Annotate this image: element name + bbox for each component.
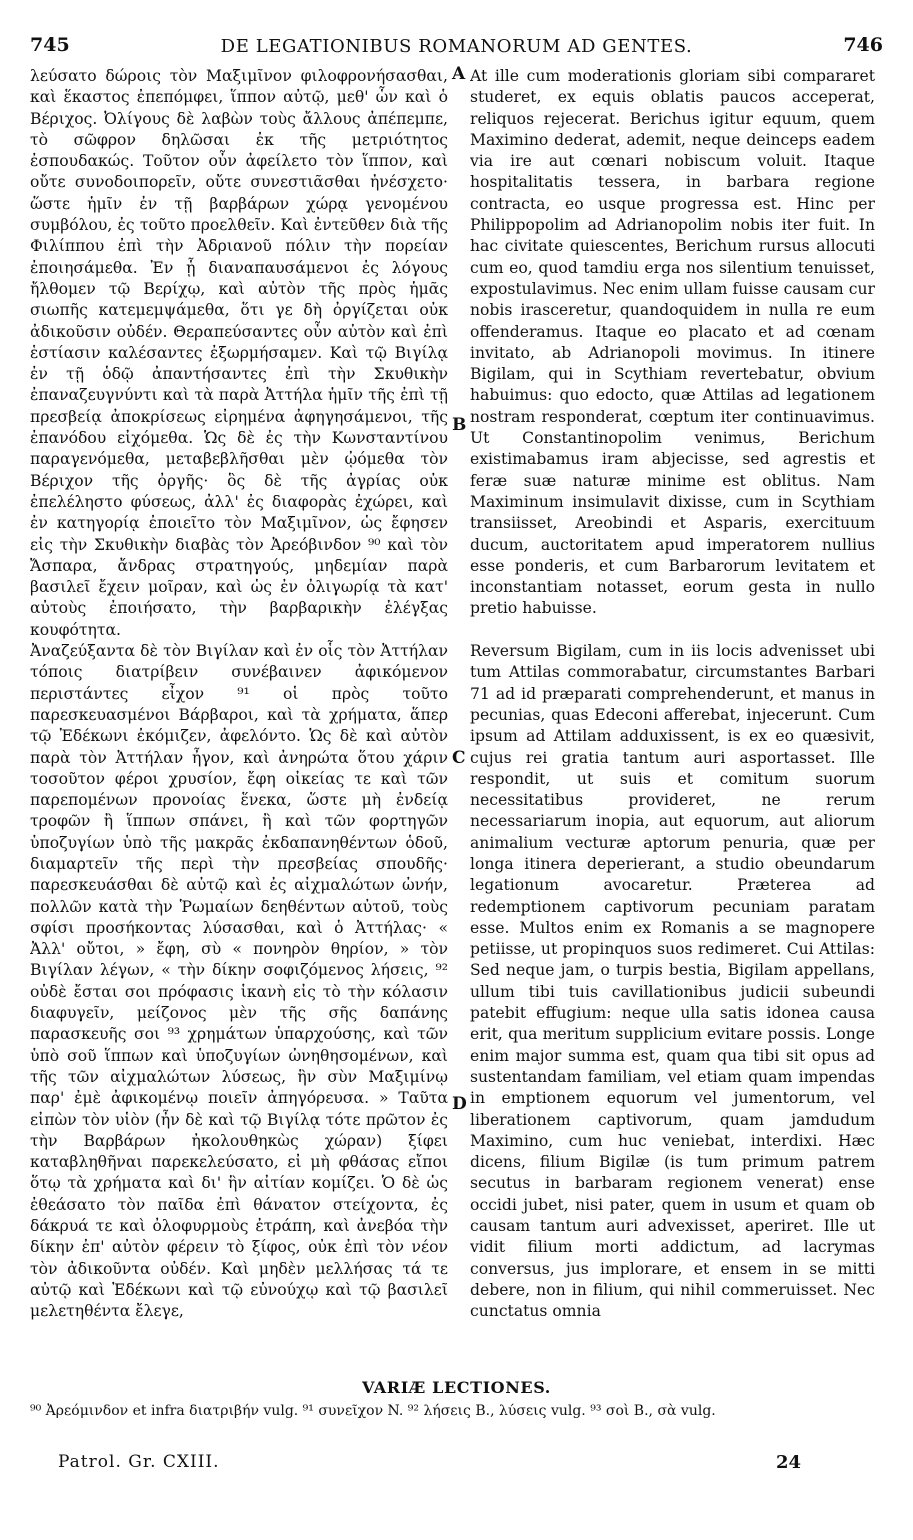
variae-lectiones-notes: ⁹⁰ Ἀρεόμινδον et infra διατριβήν vulg. ⁹¹ συνεῖχον N. ⁹² λήσεις B., λύσεις vulg. ⁹³ σοὶ B., σὰ vulg. (30, 1403, 716, 1419)
page-number-right: 746 (843, 34, 883, 56)
greek-text-column: λεύσατο δώροις τὸν Μαξιμῖνον φιλοφρονήσασθαι, καὶ ἕκαστος ἐπεπόμφει, ἵππον αὐτῷ, μεθ' ὧν καὶ ὁ Βέριχος. Ὀλίγους δὲ λαβὼν τοὺς ἄλλους ἀπέπεμπε, τὸ σῶφρον δηλῶσαι ἐκ τῆς μετριότητος ἐσπουδακώς. Τοῦτον οὖν ἀφείλετο τὸν ἵππον, καὶ οὔτε συνοδοιπορεῖν, οὔτε συνεστιᾶσθαι ἠνέσχετο· ὥστε ἡμῖν ἐν τῇ βαρβάρων χώρᾳ γενομένου συμβόλου, ἐς τοῦτο προελθεῖν. Καὶ ἐντεῦθεν διὰ τῆς Φιλίππου ἐπὶ τὴν Ἀδριανοῦ πόλιν τὴν πορείαν ἐποιησάμεθα. Ἐν ᾗ διαναπαυσάμενοι ἐς λόγους ἤλθομεν τῷ Βερίχῳ, καὶ αὐτὸν τῆς πρὸς ἡμᾶς σιωπῆς κατεμεμψάμεθα, ὅτι γε δὴ ὀργίζεται οὐκ ἀδικοῦσιν οὐδέν. Θεραπεύσαντες οὖν αὐτὸν καὶ ἐπὶ ἑστίασιν καλέσαντες ἐξωρμήσαμεν. Καὶ τῷ Βιγίλᾳ ἐν τῇ ὁδῷ ἀπαντήσαντες ἐπὶ τὴν Σκυθικὴν ἐπαναζευγνύντι καὶ τὰ παρὰ Ἀττήλα ἡμῖν τῆς ἐπὶ τῇ πρεσβείᾳ ἀποκρίσεως εἰρημένα ἀφηγησάμενοι, τῆς ἐπανόδου εἰχόμεθα. Ὡς δὲ ἐς τὴν Κωνσταντίνου παραγενόμεθα, μεταβεβλῆσθαι μὲν ᾠόμεθα τὸν Βέριχον τῆς ὀργῆς· ὃς δὲ τῆς ἀγρίας οὐκ ἐπελέληστο φύσεως, ἀλλ' ἐς διαφορὰς ἐχώρει, καὶ ἐν κατηγορίᾳ ἐποιεῖτο τὸν Μαξιμῖνον, ὡς ἔφησεν εἰς τὴν Σκυθικὴν διαβὰς τὸν Ἀρεόβινδον ⁹⁰ καὶ τὸν Ἄσπαρα, ἄνδρας στρατηγούς, μηδεμίαν παρὰ βασιλεῖ ἔχειν μοῖραν, καὶ ὡς ἐν ὀλιγωρίᾳ τὰ κατ' αὐτοὺς ἐποιήσατο, τὴν βαρβαρικὴν ἐλέγξας κουφότητα. Ἀναζεύξαντα δὲ τὸν Βιγίλαν καὶ ἐν οἷς τὸν Ἀττήλαν τόποις διατρίβειν συνέβαινεν ἀφικόμενον περιστάντες εἶχον ⁹¹ οἱ πρὸς τοῦτο παρεσκευασμένοι Βάρβαροι, καὶ τὰ χρήματα, ἅπερ τῷ Ἐδέκωνι ἐκόμιζεν, ἀφελόντο. Ὡς δὲ καὶ αὐτὸν παρὰ τὸν Ἀττήλαν ἦγον, καὶ ἀνηρώτα ὅτου χάριν τοσοῦτον φέροι χρυσίον, ἔφη οἰκείας τε καὶ τῶν παρεπομένων προνοίας ἕνεκα, ὥστε μὴ ἐνδείᾳ τροφῶν ἢ ἵππων σπάνει, ἢ καὶ τῶν φορτηγῶν ὑποζυγίων ὑπὸ τῆς μακρᾶς ἐκδαπανηθέντων ὁδοῦ, διαμαρτεῖν τῆς περὶ τὴν πρεσβείας σπουδῆς· παρεσκευάσθαι δὲ αὐτῷ καὶ ἐς αἰχμαλώτων ὠνήν, πολλῶν κατὰ τὴν Ῥωμαίων δεηθέντων αὐτοῦ, τοὺς σφίσι προσήκοντας λύσασθαι, καὶ ὁ Ἀττήλας· « Ἀλλ' οὔτοι, » ἔφη, σὺ « πονηρὸν θηρίον, » τὸν Βιγίλαν λέγων, « τὴν δίκην σοφιζόμενος λήσεις, ⁹² οὐδὲ ἔσται σοι πρόφασις ἱκανὴ εἰς τὸ τὴν κόλασιν διαφυγεῖν, μείζονος μὲν τῆς σῆς δαπάνης παρασκευῆς σοι ⁹³ χρημάτων ὑπαρχούσης, καὶ τῶν ὑπὸ σοῦ ἵππων καὶ ὑποζυγίων ὠνηθησομένων, καὶ τῆς τῶν αἰχμαλώτων λύσεως, ἣν σὺν Μαξιμίνῳ παρ' ἐμὲ ἀφικομένῳ ποιεῖν ἀπηγόρευσα. » Ταῦτα εἰπὼν τὸν υἱὸν (ἦν δὲ καὶ τῷ Βιγίλᾳ τότε πρῶτον ἐς τὴν Βαρβάρων ἠκολουθηκὼς χώραν) ξίφει καταβληθῆναι παρεκελεύσατο, εἰ μὴ φθάσας εἴποι ὅτῳ τὰ χρήματα καὶ δι' ἣν αἰτίαν κομίζει. Ὁ δὲ ὡς ἐθεάσατο τὸν παῖδα ἐπὶ θάνατον στείχοντα, ἐς δάκρυά τε καὶ ὀλοφυρμοὺς ἐτράπη, καὶ ἀνεβόα τὴν δίκην ἐπ' αὐτὸν φέρειν τὸ ξίφος, οὐκ ἐπὶ τὸν νέον τὸν ἀδικοῦντα οὐδέν. Καὶ μηδὲν μελλήσας τά τε αὐτῷ καὶ Ἐδέκωνι καὶ τῷ εὐνούχῳ καὶ τῷ βασιλεῖ μελετηθέντα ἔλεγε, (30, 67, 448, 1321)
running-title: DE LEGATIONIBUS ROMANORUM AD GENTES. (220, 36, 693, 57)
page-header (30, 34, 883, 64)
page-footer (58, 1452, 801, 1476)
margin-letter-a: A (452, 64, 466, 84)
signature-mark: 24 (775, 1452, 801, 1473)
margin-letter-d: D (452, 1094, 467, 1114)
latin-text-column: At ille cum moderationis gloriam sibi compararet studeret, ex equis oblatis paucos acceperat, reliquos rejecerat. Berichus igitur equum, quem Maximino dederat, ademit, neque deinceps eadem via ire aut cœnari nobiscum voluit. Itaque hospitalitatis tessera, in barbara regione contracta, eo usque progressa est. Hinc per Philippopolim ad Adrianopolim nobis iter fuit. In hac civitate quiescentes, Berichum rursus allocuti cum eo, quod tamdiu erga nos silentium tenuisset, expostulavimus. Nec enim ullam fuisse causam cur nobis irasceretur, quandoquidem in nulla re eum offenderamus. Itaque eo placato et ad cœnam invitato, ab Adrianopoli movimus. In itinere Bigilam, qui in Scythiam revertebatur, obvium habuimus: quo edocto, quæ Attilas ad legationem nostram responderat, cœptum iter continuavimus. Ut Constantinopolim venimus, Berichum existimabamus iram abjecisse, sed agrestis et feræ suæ naturæ minime est oblitus. Nam Maximinum insimulavit dixisse, cum in Scythiam transiisset, Areobindi et Asparis, exercituum ducum, auctoritatem apud imperatorem nullius esse ponderis, et cum Barbarorum levitatem et inconstantiam notasset, eorum gesta in nullo pretio habuisse. Reversum Bigilam, cum in iis locis advenisset ubi tum Attilas commorabatur, circumstantes Barbari 71 ad id præparati comprehenderunt, et manus in pecunias, quas Edeconi afferebat, injecerunt. Cum ipsum ad Attilam adduxissent, is ex eo quæsivit, cujus rei gratia tantum auri asportasset. Ille respondit, ut suis et comitum suorum necessitatibus provideret, ne rerum necessariarum inopia, aut equorum, aut aliorum animalium vecturæ aptorum penuria, quæ per longa itinera deperierant, a studio obeundarum legationum avocaretur. Præterea ad redemptionem captivorum pecuniam paratam esse. Multos enim ex Romanis a se magnopere petiisse, ut propinquos suos redimeret. Cui Attilas: Sed neque jam, o turpis bestia, Bigilam appellans, ullum tibi tuis cavillationibus judicii subeundi patebit effugium: neque ulla satis idonea causa erit, qua meritum supplicium evitare possis. Longe enim major summa est, quam qua tibi sit opus ad sustentandam familiam, vel etiam quam impendas in emptionem equorum vel jumentorum, vel liberationem captivorum, quam jamdudum Maximino, cum huc veniebat, interdixi. Hæc dicens, filium Bigilæ (is tum primum patrem secutus in barbaram regionem venerat) ense occidi jubet, nisi pater, quem in usum et quam ob causam tantum auri advexisset, aperiret. Ille ut vidit filium morti addictum, ad lacrymas conversus, jus implorare, et ensem in se mitti debere, non in filium, qui nihil commeruisset. Nec cunctatus omnia (470, 67, 875, 1321)
variae-lectiones-title: VARIÆ LECTIONES. (362, 1378, 551, 1397)
page-number-left: 745 (30, 34, 70, 56)
margin-letter-c: C (452, 748, 466, 768)
series-label: Patrol. Gr. CXIII. (58, 1452, 220, 1472)
margin-letter-b: B (452, 415, 467, 435)
